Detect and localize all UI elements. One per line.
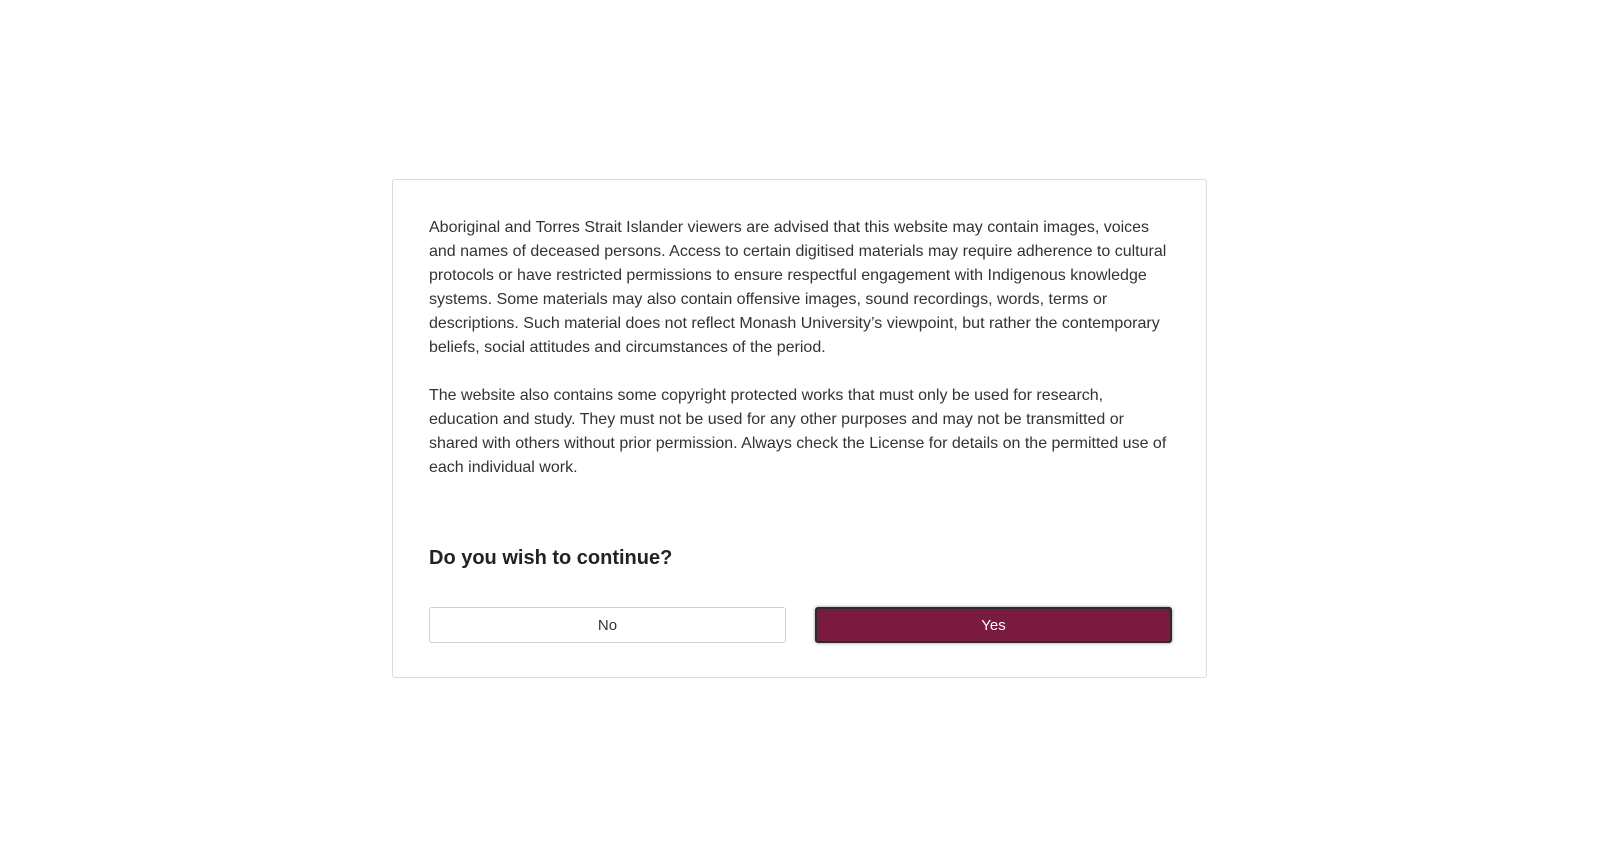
- cultural-warning-text: Aboriginal and Torres Strait Islander viewers are advised that this website may contain images, voices and names of deceased persons. Access to certain digitised materials may require adherence to cultural protocols or have restricted permissions to ensure respectful engagement with Indigenous knowledge systems. Some materials may also contain offensive images, sound recordings, words, terms or descriptions. Such material does not reflect Monash University’s viewpoint, but rather the contemporary beliefs, social attitudes and circumstances of the period.: [429, 219, 1167, 356]
- content-warning-dialog: [392, 179, 1207, 678]
- yes-button[interactable]: Yes: [815, 607, 1172, 643]
- no-button[interactable]: No: [429, 607, 786, 643]
- continue-question: Do you wish to continue?: [429, 547, 673, 569]
- copyright-notice-text: The website also contains some copyright protected works that must only be used for research, education and study. They must not be used for any other purposes and may not be transmitted or shared with others without prior permission. Always check the License for details on the permitted use of each individual work.: [429, 387, 1167, 476]
- dialog-body: [429, 216, 1175, 480]
